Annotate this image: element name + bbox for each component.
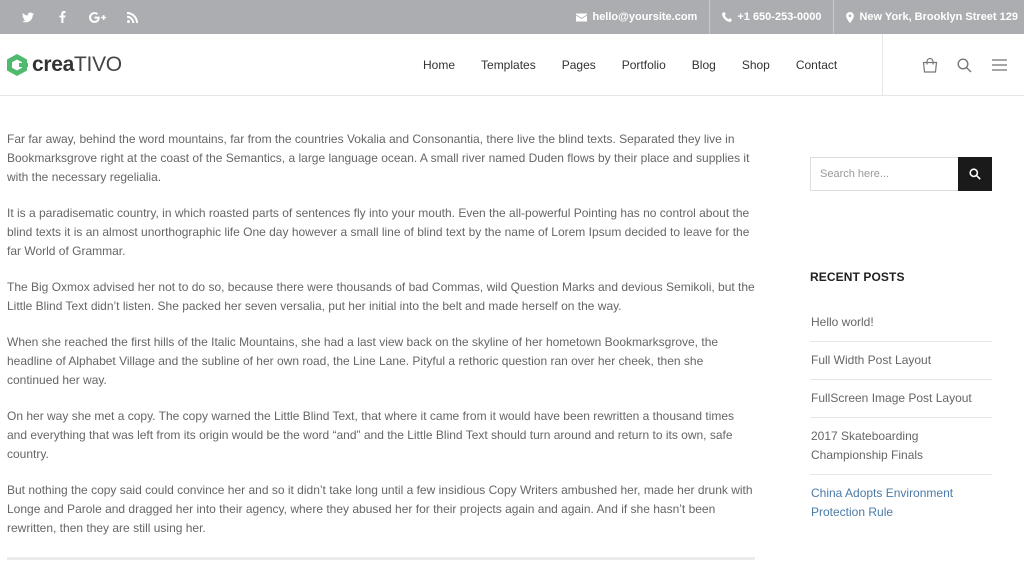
post-content: [7, 130, 755, 555]
menu-button[interactable]: [982, 34, 1017, 96]
cart-button[interactable]: [912, 34, 947, 96]
phone-item[interactable]: [709, 0, 833, 34]
logo-text-accent: TIVO: [74, 53, 122, 76]
site-logo[interactable]: [6, 53, 122, 77]
nav-pages[interactable]: Pages: [561, 58, 596, 72]
phone-icon: [722, 12, 732, 22]
recent-post-link[interactable]: Hello world!: [810, 305, 992, 342]
recent-post-link-active[interactable]: China Adopts Environment Protection Rule: [811, 486, 954, 519]
address-text: New York, Brooklyn Street 129: [859, 11, 1018, 23]
content-paragraph: It is a paradisematic country, in which roasted parts of sentences fly into your mouth. Even the all-powerful Pointing has no control about the blind texts it is an almost unorthographic life One day however a small line of blind text by the name of Lorem Ipsum decided to leave for the far World of Grammar.: [7, 206, 750, 258]
twitter-link[interactable]: [10, 0, 45, 34]
top-bar: [0, 0, 1024, 34]
header-divider: [882, 34, 883, 96]
recent-post-link[interactable]: Full Width Post Layout: [810, 342, 992, 380]
logo-text: [32, 53, 122, 77]
main-nav: [410, 34, 850, 96]
rss-link[interactable]: [115, 0, 150, 34]
social-links: [10, 0, 150, 34]
cart-icon: [922, 58, 938, 73]
nav-home[interactable]: Home: [423, 58, 456, 72]
nav-templates[interactable]: Templates: [481, 58, 536, 72]
twitter-icon: [22, 12, 34, 23]
menu-icon: [992, 59, 1007, 71]
content-paragraph: When she reached the first hills of the Italic Mountains, she had a last view back on the skyline of her hometown Bookmarksgrove, the headline of Alphabet Village and the subline of her own road, the Line Lane. Pityful a rethoric question ran over her cheek, then she continued her way.: [7, 335, 719, 387]
rss-icon: [127, 12, 138, 23]
email-item[interactable]: [564, 0, 709, 34]
google-plus-link[interactable]: [80, 0, 115, 34]
header-icons: [912, 34, 1017, 96]
nav-portfolio[interactable]: Portfolio: [621, 58, 666, 72]
content-paragraph: Far far away, behind the word mountains, far from the countries Vokalia and Consonantia, there live the blind texts. Separated they live in Bookmarksgrove right at the coast of the Semantics, a large language ocean. A small river named Duden flows by their place and supplies it with the necessary regelialia.: [7, 132, 750, 184]
header-search-button[interactable]: [947, 34, 982, 96]
recent-posts-list: [810, 305, 992, 531]
content-paragraph: On her way she met a copy. The copy warned the Little Blind Text, that where it came from it would have been rewritten a thousand times and everything that was left from its origin would be the word “and” and the Little Blind Text should turn around and return to its own, safe country.: [7, 409, 735, 461]
recent-post-link[interactable]: 2017 Skateboarding Championship Finals: [810, 418, 992, 475]
envelope-icon: [576, 13, 587, 22]
sidebar-search: [810, 157, 992, 191]
facebook-icon: [59, 11, 66, 23]
sidebar: [810, 157, 992, 519]
map-pin-icon: [846, 12, 854, 23]
nav-blog[interactable]: Blog: [691, 58, 716, 72]
google-plus-icon: [89, 12, 106, 23]
logo-hexagon-icon: [6, 53, 28, 77]
nav-contact[interactable]: Contact: [795, 58, 838, 72]
recent-posts-title: RECENT POSTS: [810, 270, 905, 284]
phone-text: +1 650-253-0000: [737, 11, 822, 23]
sidebar-search-button[interactable]: [958, 157, 992, 191]
recent-post-link[interactable]: FullScreen Image Post Layout: [810, 380, 992, 418]
address-item: [833, 0, 1024, 34]
facebook-link[interactable]: [45, 0, 80, 34]
search-icon: [957, 58, 972, 73]
contact-info: [564, 0, 1024, 34]
content-divider: [7, 557, 755, 560]
logo-text-main: crea: [32, 53, 75, 76]
sidebar-search-input[interactable]: [810, 157, 958, 191]
content-paragraph: The Big Oxmox advised her not to do so, because there were thousands of bad Commas, wild Question Marks and devious Semikoli, but the Little Blind Text didn’t listen. She packed her seven versalia, put her initial into the belt and made herself on the way.: [7, 280, 755, 313]
search-icon: [969, 168, 981, 180]
site-header: [0, 34, 1024, 96]
email-text: hello@yoursite.com: [592, 11, 698, 23]
content-paragraph: But nothing the copy said could convince her and so it didn’t take long until a few insidious Copy Writers ambushed her, made her drunk with Longe and Parole and dragged her into their agency, where they abused her for their projects again and again. And if she hasn’t been rewritten, then they are still using her.: [7, 483, 753, 535]
nav-shop[interactable]: Shop: [741, 58, 770, 72]
